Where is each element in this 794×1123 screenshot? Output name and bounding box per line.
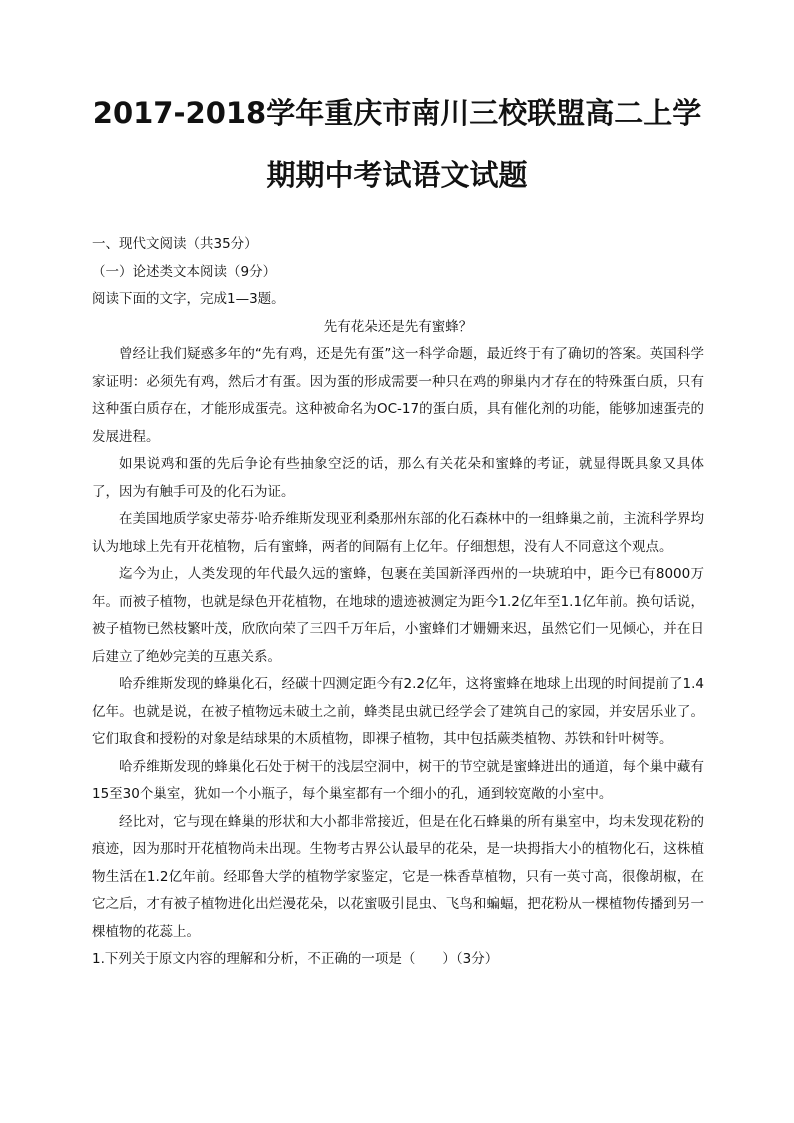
article-title: 先有花朵还是先有蜜蜂？ <box>323 318 473 335</box>
question-1: 1.下列关于原文内容的理解和分析，不正确的一项是（ ）（3分） <box>92 951 499 967</box>
subsection-heading: （一）论述类文本阅读（9分） <box>92 263 277 280</box>
paragraph: 迄今为止，人类发现的年代最久远的蜜蜂，包裹在美国新泽西州的一块琥珀中，距今已有8000万年。而被子植物，也就是绿色开花植物，在地球的遗迹被测定为距今1.2亿年至1.1亿年前。换句话说，被子植物已然枝繁叶茂，欣欣向荣了三四千万年后，小蜜蜂们才姗姗来迟，虽然它们一见倾心，并在日后建立了绝妙完美的互惠关系。 <box>92 566 704 665</box>
paragraph: 在美国地质学家史蒂芬·哈乔维斯发现亚利桑那州东部的化石森林中的一组蜂巢之前，主流科学界均认为地球上先有开花植物，后有蜜蜂，两者的间隔有上亿年。仔细想想，没有人不同意这个观点。 <box>92 511 704 555</box>
section-heading: 一、现代文阅读（共35分） <box>92 236 258 252</box>
document-title-line-2: 期期中考试语文试题 <box>266 158 528 192</box>
reading-instruction: 阅读下面的文字，完成1—3题。 <box>92 291 285 307</box>
paragraph: 哈乔维斯发现的蜂巢化石处于树干的浅层空洞中，树干的节空就是蜜蜂进出的通道，每个巢中藏有15至30个巢室，犹如一个小瓶子，每个巢室都有一个细小的孔，通到较宽敞的小室中。 <box>92 758 704 802</box>
paragraph: 哈乔维斯发现的蜂巢化石，经碳十四测定距今有2.2亿年，这将蜜蜂在地球上出现的时间提前了1.4亿年。也就是说，在被子植物远未破土之前，蜂类昆虫就已经学会了建筑自己的家园，并安居乐业了。它们取食和授粉的对象是结球果的木质植物，即裸子植物，其中包括蕨类植物、苏铁和针叶树等。 <box>92 676 704 747</box>
paragraph: 经比对，它与现在蜂巢的形状和大小都非常接近，但是在化石蜂巢的所有巢室中，均未发现花粉的痕迹，因为那时开花植物尚未出现。生物考古界公认最早的花朵，是一块拇指大小的植物化石，这株植物生活在1.2亿年前。经耶鲁大学的植物学家鉴定，它是一株香草植物，只有一英寸高，很像胡椒，在它之后，才有被子植物进化出烂漫花朵，以花蜜吸引昆虫、飞鸟和蝙蝠，把花粉从一棵植物传播到另一棵植物的花蕊上。 <box>92 813 704 940</box>
document-body <box>92 231 704 974</box>
document-title-line-1: 2017-2018学年重庆市南川三校联盟高二上学 <box>92 96 702 130</box>
paragraph: 曾经让我们疑惑多年的“先有鸡，还是先有蛋”这一科学命题，最近终于有了确切的答案。英国科学家证明：必须先有鸡，然后才有蛋。因为蛋的形成需要一种只在鸡的卵巢内才存在的特殊蛋白质，只有这种蛋白质存在，才能形成蛋壳。这种被命名为OC-17的蛋白质，具有催化剂的功能，能够加速蛋壳的发展进程。 <box>92 346 704 445</box>
paragraph: 如果说鸡和蛋的先后争论有些抽象空泛的话，那么有关花朵和蜜蜂的考证，就显得既具象又具体了，因为有触手可及的化石为证。 <box>92 456 704 500</box>
